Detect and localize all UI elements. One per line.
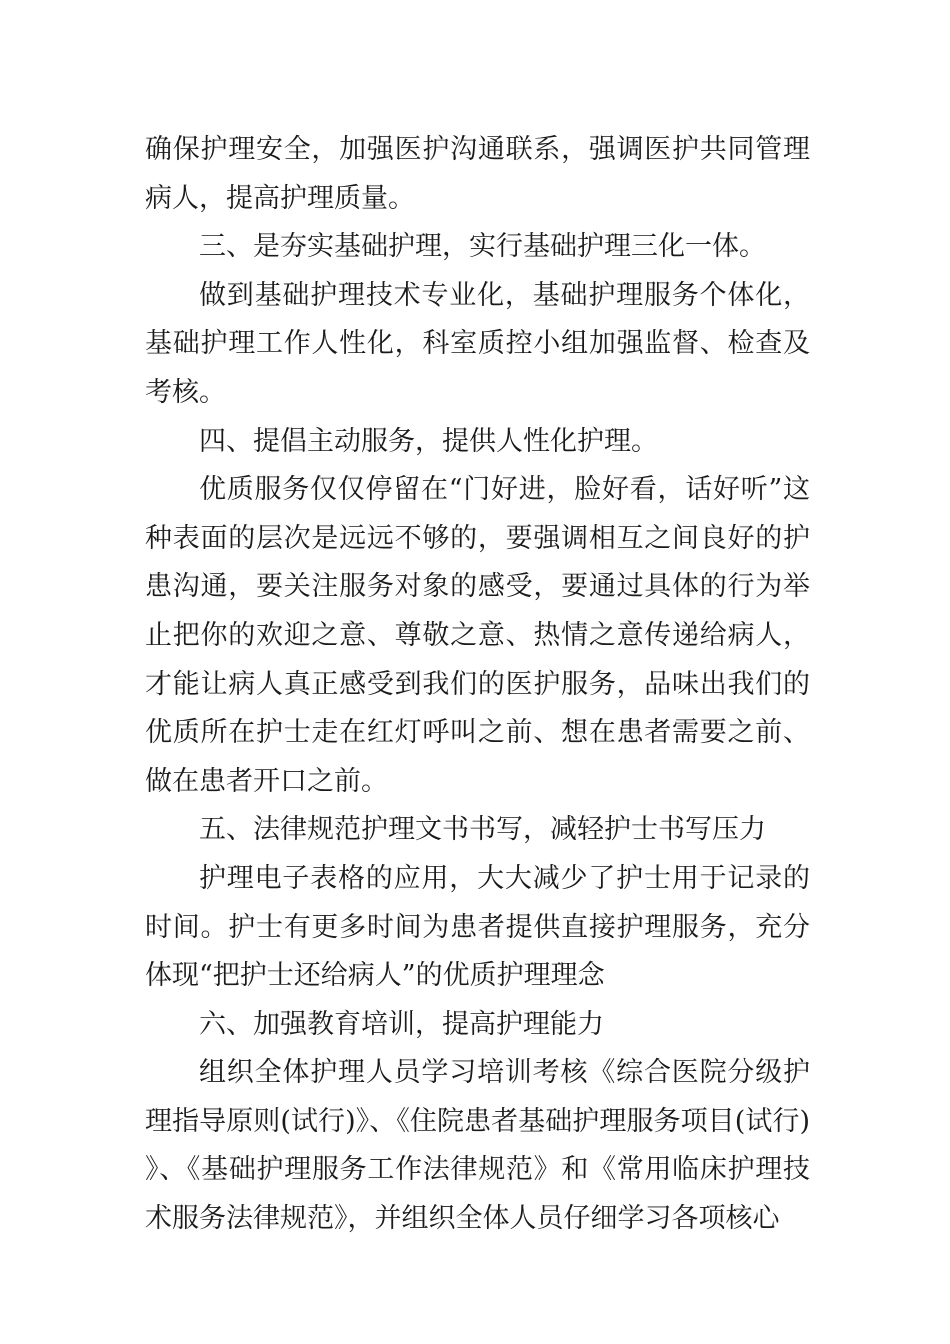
paragraph-continuation: 确保护理安全，加强医护沟通联系，强调医护共同管理病人，提高护理质量。 xyxy=(145,134,810,214)
paragraph-training: 组织全体护理人员学习培训考核《综合医院分级护理指导原则(试行)》、《住院患者基础护理服务项目(试行)》、《基础护理服务工作法律规范》和《常用临床护理技术服务法律规范》，并组织全体人员仔细学习各项核心 xyxy=(145,1057,810,1235)
section-heading-4: 四、提倡主动服务，提供人性化护理。 xyxy=(199,425,658,457)
section-heading-3: 三、是夯实基础护理，实行基础护理三化一体。 xyxy=(199,231,766,263)
document-body xyxy=(145,126,810,1244)
paragraph-basic-care: 做到基础护理技术专业化，基础护理服务个体化，基础护理工作人性化，科室质控小组加强监督、检查及考核。 xyxy=(145,279,810,408)
paragraph-electronic-forms: 护理电子表格的应用，大大减少了护士用于记录的时间。护士有更多时间为患者提供直接护理服务，充分体现“把护士还给病人”的优质护理理念 xyxy=(145,862,810,992)
section-heading-6: 六、加强教育培训，提高护理能力 xyxy=(199,1008,604,1040)
section-heading-5: 五、法律规范护理文书书写，减轻护士书写压力 xyxy=(199,814,766,846)
paragraph-quality-service: 优质服务仅仅停留在“门好进，脸好看，话好听”这种表面的层次是远远不够的，要强调相互之间良好的护患沟通，要关注服务对象的感受，要通过具体的行为举止把你的欢迎之意、尊敬之意、热情之意传递给病人，才能让病人真正感受到我们的医护服务，品味出我们的优质所在护士走在红灯呼叫之前、想在患者需要之前、做在患者开口之前。 xyxy=(145,474,810,797)
